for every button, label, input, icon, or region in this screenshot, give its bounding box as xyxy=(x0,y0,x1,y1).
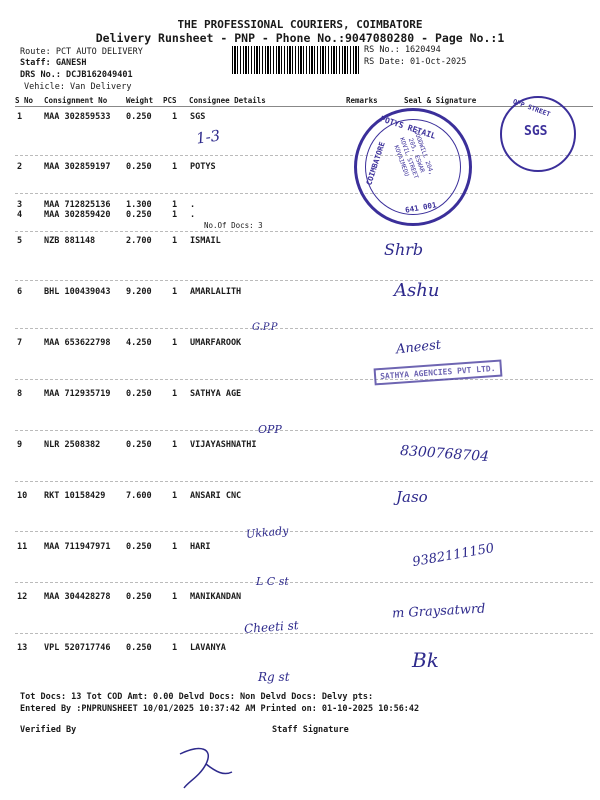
cell-consignee: POTYS xyxy=(190,162,216,172)
col-consignment: Consignment No xyxy=(44,96,108,105)
sathya-agencies-stamp: SATHYA AGENCIES PVT LTD. xyxy=(374,360,502,386)
cell-weight: 0.250 xyxy=(126,210,152,220)
runsheet-title: Delivery Runsheet - PNP - Phone No.:9047080280 - Page No.:1 xyxy=(95,31,505,45)
signature: Shrb xyxy=(384,240,424,259)
cell-consignee: SATHYA AGE xyxy=(190,389,242,399)
cell-consignment: MAA 712935719 xyxy=(44,389,111,399)
handwritten-note: Ukkady xyxy=(245,524,289,541)
cell-consignment: MAA 711947971 xyxy=(44,542,111,552)
signature: m Graysatwrd xyxy=(391,601,486,622)
cell-pcs: 1 xyxy=(172,287,178,297)
cell-consignment: BHL 100439043 xyxy=(44,287,111,297)
cell-pcs: 1 xyxy=(172,236,178,246)
cell-pcs: 1 xyxy=(172,389,178,399)
barcode xyxy=(232,46,360,74)
cell-consignment: RKT 10158429 xyxy=(44,491,106,501)
staff-label: Staff: GANESH xyxy=(20,58,87,68)
cell-pcs: 1 xyxy=(172,162,178,172)
cell-consignment: NLR 2508382 xyxy=(44,440,101,450)
col-pcs: PCS xyxy=(163,96,177,105)
cell-sno: 6 xyxy=(17,287,23,297)
handwritten-note: Rg st xyxy=(258,670,290,684)
cell-weight: 0.250 xyxy=(126,162,152,172)
cell-sno: 5 xyxy=(17,236,23,246)
handwritten-note: L C st xyxy=(256,575,289,588)
rs-number: RS No.: 1620494 xyxy=(364,45,441,55)
route-label: Route: PCT AUTO DELIVERY xyxy=(20,47,143,57)
drs-label: DRS No.: DCJB162049401 xyxy=(20,70,133,80)
cell-consignment: MAA 304428278 xyxy=(44,592,111,602)
potys-seal-stamp xyxy=(354,108,472,226)
stamp-text: SGS xyxy=(524,124,548,139)
cell-consignee: LAVANYA xyxy=(190,643,226,653)
cell-pcs: 1 xyxy=(172,440,178,450)
cell-pcs: 1 xyxy=(172,491,178,501)
entered-by-line: Entered By :PNPRUNSHEET 10/01/2025 10:37:42 AM Printed on: 01-10-2025 10:56:42 xyxy=(20,704,420,714)
col-seal: Seal & Signature xyxy=(404,96,477,105)
cell-pcs: 1 xyxy=(172,200,178,210)
cell-consignment: VPL 520717746 xyxy=(44,643,111,653)
stamp-text: GOODWILL 204, 205, ESWAR KOVIL STREET KOVAIMEDU xyxy=(392,129,436,180)
sgs-seal-stamp xyxy=(500,96,576,172)
cell-pcs: 1 xyxy=(172,338,178,348)
cell-consignee: ISMAIL xyxy=(190,236,221,246)
signature: Bk xyxy=(412,648,439,672)
col-sno: S No xyxy=(15,96,34,105)
docs-note: No.Of Docs: 3 xyxy=(204,221,263,230)
cell-sno: 10 xyxy=(17,491,28,501)
verified-by-label: Verified By xyxy=(20,725,77,735)
stamp-text: POTYS RETAIL xyxy=(379,114,437,141)
verifier-signature xyxy=(170,742,240,792)
cell-consignee: UMARFAROOK xyxy=(190,338,242,348)
stamp-text: COIMBATORE xyxy=(364,140,387,187)
signature: 8300768704 xyxy=(399,442,490,466)
cell-sno: 13 xyxy=(17,643,28,653)
cell-consignee: HARI xyxy=(190,542,211,552)
cell-consignee: SGS xyxy=(190,112,206,122)
cell-weight: 1.300 xyxy=(126,200,152,210)
cell-consignee: . xyxy=(190,200,196,210)
cell-sno: 8 xyxy=(17,389,23,399)
cell-consignment: MAA 302859197 xyxy=(44,162,111,172)
vehicle-label: Vehicle: Van Delivery xyxy=(24,82,132,92)
cell-sno: 4 xyxy=(17,210,23,220)
cell-weight: 0.250 xyxy=(126,112,152,122)
cell-consignee: MANIKANDAN xyxy=(190,592,242,602)
cell-consignment: MAA 302859533 xyxy=(44,112,111,122)
cell-weight: 0.250 xyxy=(126,643,152,653)
cell-consignment: MAA 712825136 xyxy=(44,200,111,210)
handwritten-note: G.P.P xyxy=(252,322,278,333)
cell-sno: 9 xyxy=(17,440,23,450)
cell-weight: 0.250 xyxy=(126,542,152,552)
cell-pcs: 1 xyxy=(172,210,178,220)
cell-sno: 1 xyxy=(17,112,23,122)
company-name: THE PROFESSIONAL COURIERS, COIMBATORE xyxy=(177,18,423,31)
stamp-text: OPP STREET xyxy=(511,97,552,119)
rs-date: RS Date: 01-Oct-2025 xyxy=(364,57,467,67)
cell-weight: 4.250 xyxy=(126,338,152,348)
stamp-text: 641 001 xyxy=(404,200,438,215)
cell-sno: 2 xyxy=(17,162,23,172)
cell-weight: 0.250 xyxy=(126,440,152,450)
signature: 9382111150 xyxy=(411,540,496,571)
cell-consignee: AMARLALITH xyxy=(190,287,242,297)
cell-consignee: . xyxy=(190,210,196,220)
col-weight: Weight xyxy=(126,96,154,105)
staff-signature-label: Staff Signature xyxy=(272,725,349,735)
cell-weight: 7.600 xyxy=(126,491,152,501)
cell-pcs: 1 xyxy=(172,542,178,552)
cell-consignment: MAA 653622798 xyxy=(44,338,111,348)
signature: Ashu xyxy=(394,280,440,301)
handwritten-note: Cheeti st xyxy=(243,618,299,636)
cell-consignment: MAA 302859420 xyxy=(44,210,111,220)
col-consignee: Consignee Details xyxy=(189,96,266,105)
cell-sno: 11 xyxy=(17,542,28,552)
cell-pcs: 1 xyxy=(172,643,178,653)
signature: Jaso xyxy=(396,488,428,506)
cell-weight: 0.250 xyxy=(126,592,152,602)
cell-sno: 12 xyxy=(17,592,28,602)
cell-consignee: VIJAYASHNATHI xyxy=(190,440,257,450)
cell-weight: 0.250 xyxy=(126,389,152,399)
cell-consignment: NZB 881148 xyxy=(44,236,96,246)
cell-weight: 9.200 xyxy=(126,287,152,297)
cell-sno: 3 xyxy=(17,200,23,210)
handwritten-note: OPP xyxy=(258,423,282,436)
col-remarks: Remarks xyxy=(346,96,378,105)
totals-line: Tot Docs: 13 Tot COD Amt: 0.00 Delvd Docs: Non Delvd Docs: Delvy pts: xyxy=(20,692,374,702)
cell-consignee: ANSARI CNC xyxy=(190,491,242,501)
cell-sno: 7 xyxy=(17,338,23,348)
cell-pcs: 1 xyxy=(172,112,178,122)
cell-weight: 2.700 xyxy=(126,236,152,246)
cell-pcs: 1 xyxy=(172,592,178,602)
signature: Aneest xyxy=(395,337,442,358)
handwritten-mark: 1-3 xyxy=(194,126,222,148)
